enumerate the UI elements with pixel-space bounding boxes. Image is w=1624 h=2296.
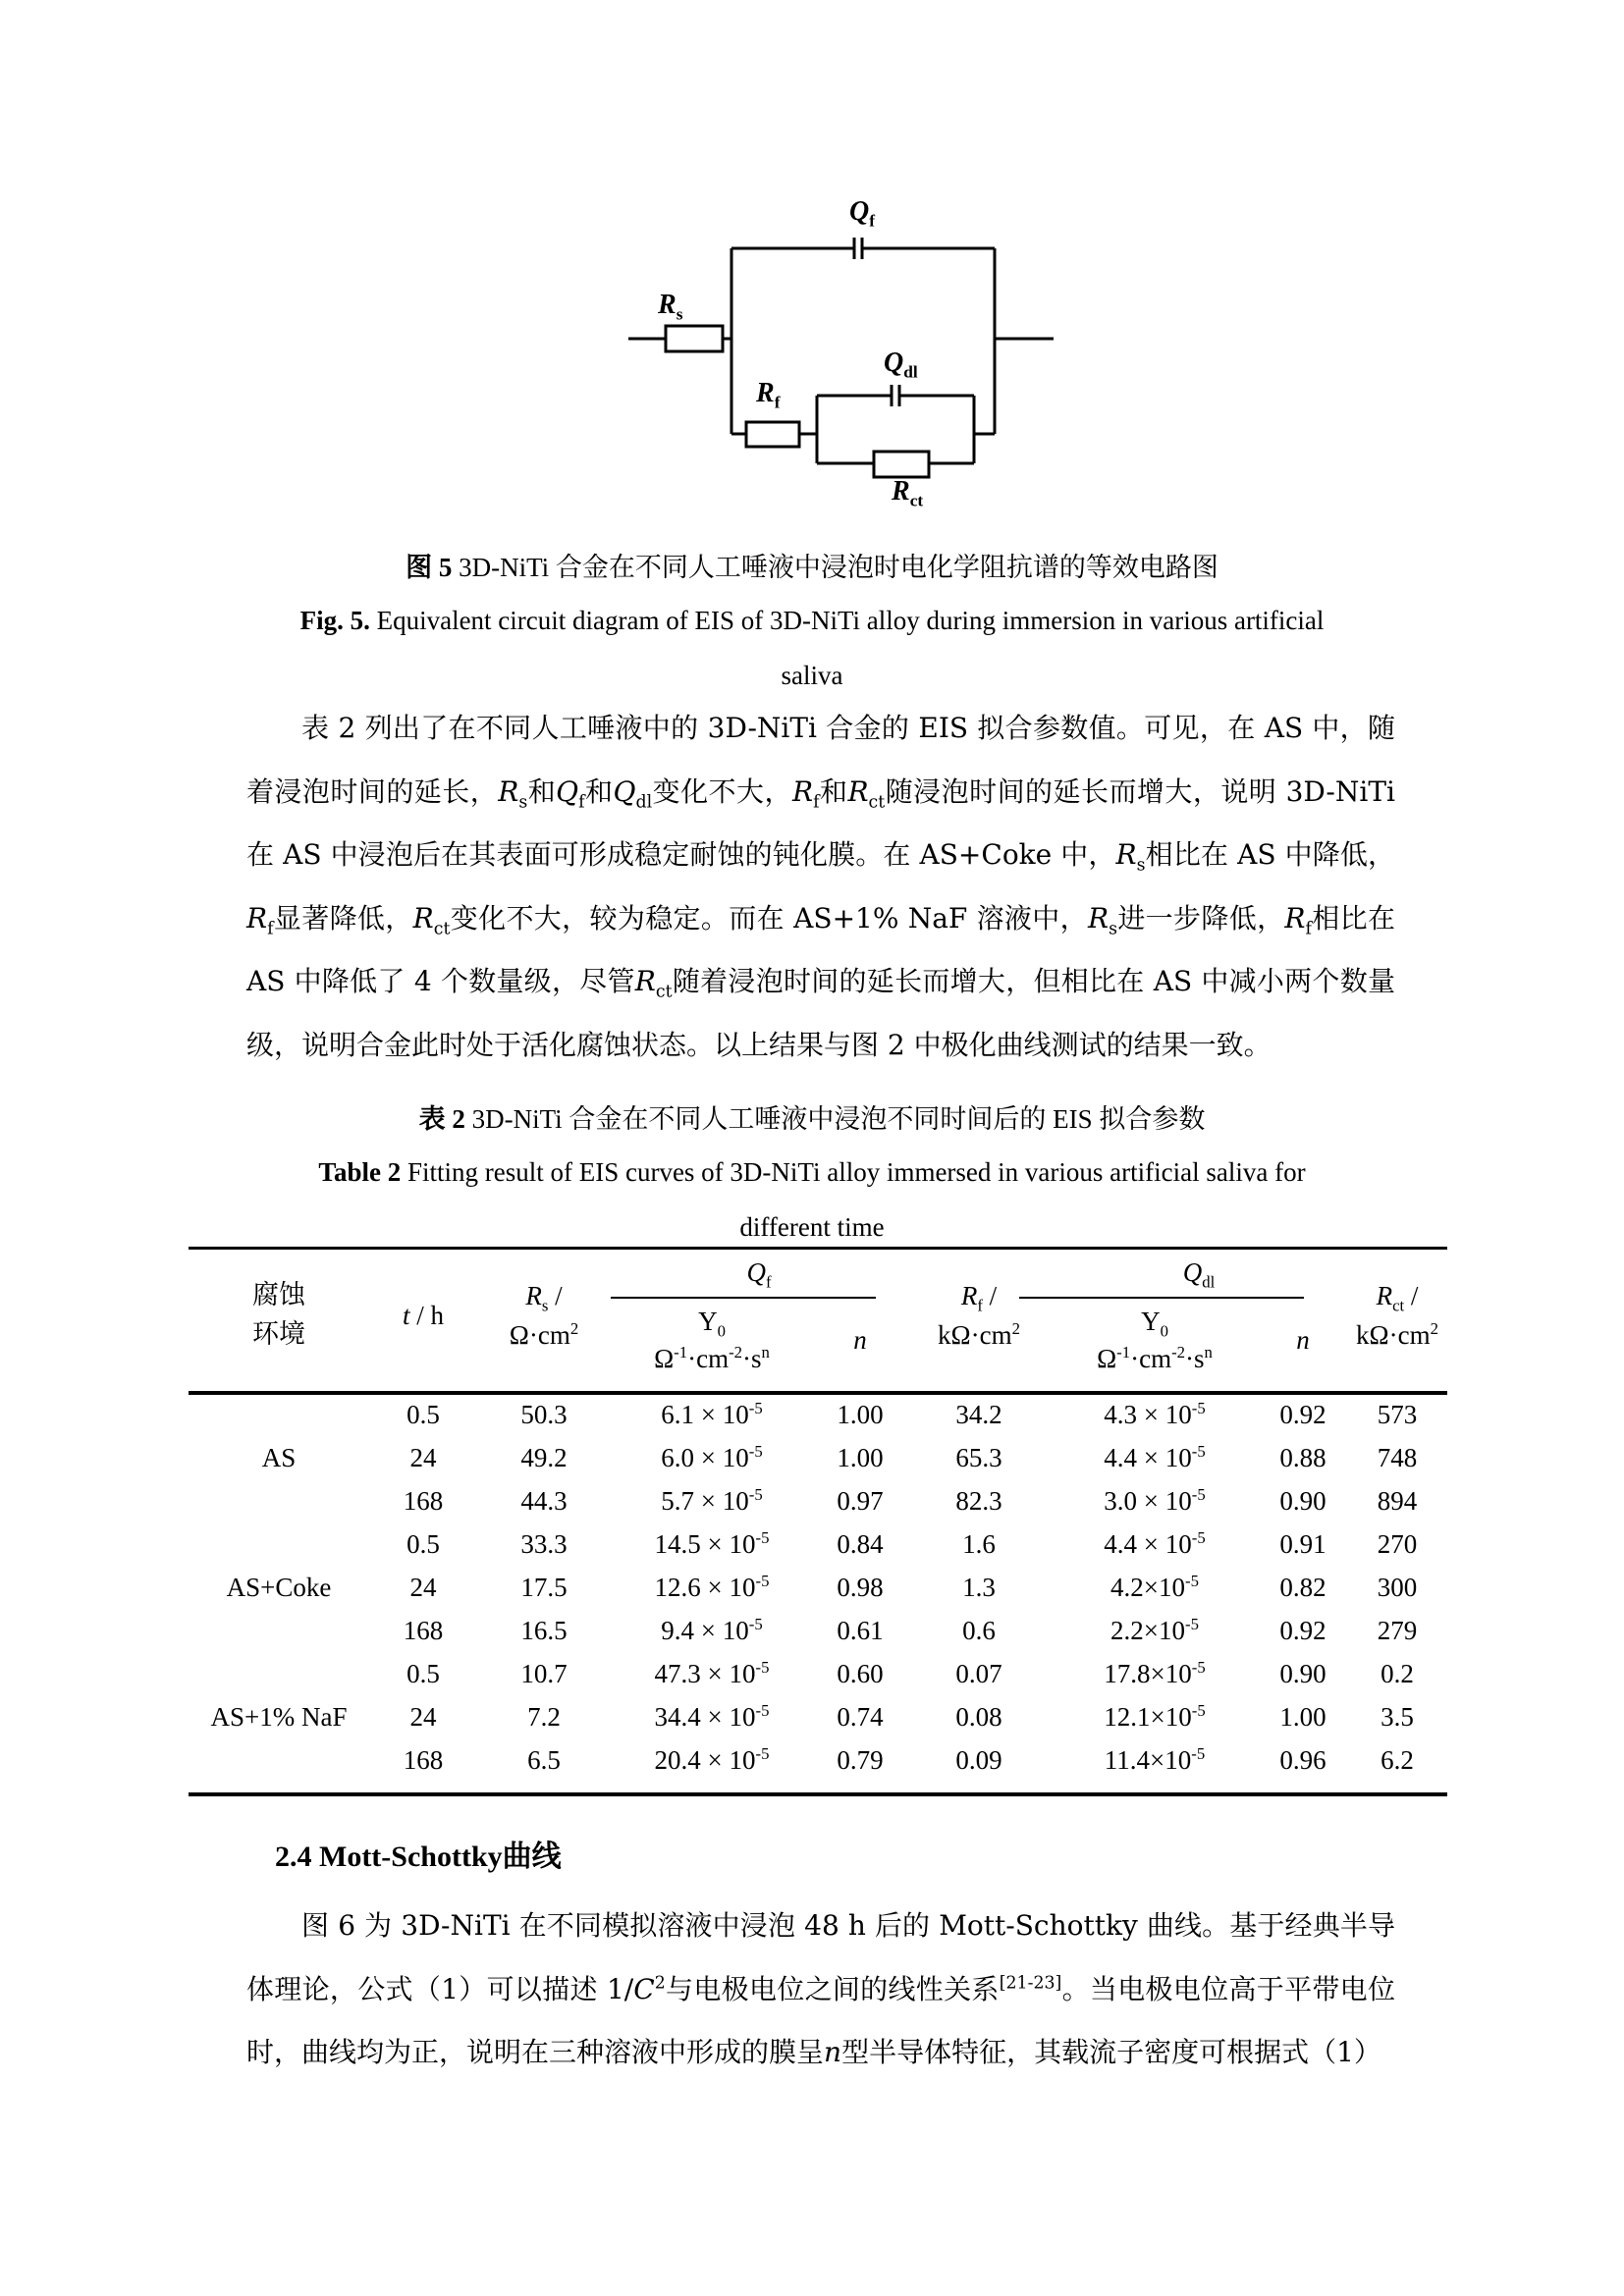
header-qf: $Q_f$ — [746, 1256, 772, 1291]
cell-qf-y0: $12.6 \times 10^{-5}$ — [654, 1571, 770, 1602]
header-env-line2: 环境 — [252, 1319, 305, 1350]
header-rf: $R_f$ / $k\Omega\cdot cm^2$ — [938, 1281, 1020, 1350]
cell-qdl-n: 0.96 — [1279, 1744, 1326, 1775]
figure-caption-en-line2: saliva — [781, 661, 843, 690]
cell-qdl-y0: $17.8\times 10^{-5}$ — [1104, 1657, 1206, 1688]
cell-rf: 1.6 — [962, 1528, 996, 1559]
cell-qf-y0: $6.0 \times 10^{-5}$ — [661, 1441, 763, 1472]
table-caption-cn-text: 3D-NiTi 合金在不同人工唾液中浸泡不同时间后的 EIS 拟合参数 — [471, 1104, 1206, 1134]
para1-text-9: 变化不大，较为稳定。而在 AS+1% NaF 溶液中， — [450, 901, 1088, 934]
cell-qf-y0: $34.4 \times 10^{-5}$ — [654, 1700, 770, 1732]
cell-rct: 300 — [1377, 1572, 1418, 1602]
cell-qdl-y0: $11.4\times 10^{-5}$ — [1104, 1743, 1206, 1775]
cell-environment: AS+Coke — [226, 1572, 332, 1602]
cell-qdl-n: 0.90 — [1279, 1658, 1326, 1688]
label-rct: $R_{ct}$ — [892, 476, 924, 510]
cell-rf: 65.3 — [955, 1442, 1002, 1472]
rf-resistor — [746, 422, 799, 447]
para1-text-3: 和 — [584, 774, 614, 808]
header-qdl: $Q_{dl}$ — [1182, 1256, 1216, 1291]
cell-qdl-n: 0.91 — [1279, 1528, 1326, 1559]
cell-rct: 6.2 — [1380, 1744, 1414, 1775]
cell-environment: AS — [261, 1442, 297, 1472]
cell-qdl-n: 1.00 — [1279, 1701, 1326, 1732]
equivalent-circuit-diagram — [609, 187, 1060, 520]
paragraph-mott-schottky: 图 6 为 3D-NiTi 在不同模拟溶液中浸泡 48 h 后的 Mott-Schottky 曲线。基于经典半导体理论，公式（1）可以描述 $1/C^2$与电极电位之间的线性关系[21-23]。当电极电位高于平带电位时，曲线均为正，说明在三种溶液中形成的膜呈n型半导体特征，其载流子密度可根据式（1） — [246, 1909, 1395, 2068]
cell-t: 0.5 — [406, 1658, 440, 1688]
label-rf: $R_f$ — [756, 378, 781, 412]
table-caption-cn-label: 表 2 — [418, 1104, 465, 1134]
cell-rs: 17.5 — [520, 1572, 568, 1602]
table-row — [189, 1436, 1447, 1479]
table-row — [189, 1522, 1447, 1566]
table-row — [189, 1566, 1447, 1609]
para1-text-1: 表 2 列出了在不同人工唾液中的 3D-NiTi 合金的 EIS 拟合参数值。可见，在 AS 中，随着浸泡时间的延长， — [246, 712, 1395, 808]
cell-t: 168 — [403, 1485, 444, 1516]
para1-text-12: 随着浸泡时间的延长而增大，但相比在 AS 中减小两个数量级，说明合金此时处于活化腐蚀状态。以上结果与图 2 中极化曲线测试的结果一致。 — [246, 965, 1395, 1061]
cell-qf-y0: $20.4 \times 10^{-5}$ — [654, 1743, 770, 1775]
cell-qdl-y0: $2.2\times 10^{-5}$ — [1110, 1614, 1199, 1645]
cell-t: 0.5 — [406, 1399, 440, 1429]
table-caption-en-label: Table 2 — [318, 1157, 402, 1187]
figure-caption-en-label: Fig. 5. — [299, 606, 370, 635]
cell-qf-y0: $6.1 \times 10^{-5}$ — [661, 1398, 763, 1429]
cell-environment: AS+1% NaF — [210, 1701, 348, 1732]
cell-rct: 748 — [1377, 1442, 1418, 1472]
cell-rct: 270 — [1377, 1528, 1418, 1559]
para2-symbol-n: n — [824, 2036, 842, 2068]
cell-qdl-y0: $3.0 \times 10^{-5}$ — [1104, 1484, 1206, 1516]
cell-qf-n: 0.84 — [837, 1528, 884, 1559]
header-qf-n: n — [853, 1324, 867, 1355]
cell-rct: 3.5 — [1380, 1701, 1414, 1732]
rs-resistor — [666, 326, 723, 351]
para1-text-10: 进一步降低， — [1116, 901, 1285, 934]
cell-qf-y0: $9.4 \times 10^{-5}$ — [661, 1614, 763, 1645]
cell-qf-n: 0.60 — [837, 1658, 884, 1688]
cell-qdl-y0: $4.4 \times 10^{-5}$ — [1104, 1527, 1206, 1559]
rct-resistor — [874, 452, 929, 477]
para2-text-1: 图 6 为 3D-NiTi 在不同模拟溶液中浸泡 48 h 后的 Mott-Schottky 曲线。基于经典半导体理论，公式（1）可以描述 1/ — [246, 1909, 1395, 2005]
cell-rf: 82.3 — [955, 1485, 1002, 1516]
table-row — [189, 1479, 1447, 1522]
cell-qdl-n: 0.88 — [1279, 1442, 1326, 1472]
cell-qdl-y0: $4.2\times 10^{-5}$ — [1110, 1571, 1199, 1602]
cell-qf-y0: $47.3 \times 10^{-5}$ — [654, 1657, 770, 1688]
para2-symbol-c: C — [633, 1972, 655, 2005]
figure-caption-en-line1: Equivalent circuit diagram of EIS of 3D-NiTi alloy during immersion in various artificial — [376, 606, 1325, 635]
table-caption-cn — [0, 1097, 1624, 1136]
cell-rf: 1.3 — [962, 1572, 996, 1602]
table-row — [189, 1738, 1447, 1782]
header-environment — [189, 1248, 369, 1383]
cell-rs: 7.2 — [527, 1701, 561, 1732]
table-caption-en — [0, 1145, 1624, 1255]
cell-qf-n: 0.61 — [837, 1615, 884, 1645]
table-caption-en-line1: Fitting result of EIS curves of 3D-NiTi alloy immersed in various artificial saliva for — [406, 1157, 1306, 1187]
cell-rct: 279 — [1377, 1615, 1418, 1645]
cell-qdl-y0: $4.3 \times 10^{-5}$ — [1104, 1398, 1206, 1429]
para2-text-2: 与电极电位之间的线性关系 — [665, 1972, 1000, 2005]
cell-qf-n: 0.79 — [837, 1744, 884, 1775]
cell-qf-n: 0.74 — [837, 1701, 884, 1732]
cell-rf: 34.2 — [955, 1399, 1002, 1429]
figure-caption-cn-label: 图 5 — [406, 553, 453, 582]
cell-qdl-y0: $12.1\times 10^{-5}$ — [1104, 1700, 1206, 1732]
label-qdl: $Q_{dl}$ — [884, 347, 918, 382]
cell-rs: 33.3 — [520, 1528, 568, 1559]
cell-qdl-n: 0.90 — [1279, 1485, 1326, 1516]
header-qf-y0: $Y_0$ $\Omega^{-1}\cdot cm^{-2}\cdot s^n$ — [654, 1307, 770, 1373]
cell-t: 168 — [403, 1615, 444, 1645]
section-title: 2.4 Mott-Schottky曲线 — [275, 1841, 562, 1873]
table-row — [189, 1652, 1447, 1695]
cell-t: 24 — [409, 1572, 437, 1602]
cell-rs: 10.7 — [520, 1658, 568, 1688]
para2-text-4: 型半导体特征，其载流子密度可根据式（1） — [841, 2036, 1381, 2068]
cell-t: 24 — [409, 1442, 437, 1472]
header-rs: $R_s$ / $\Omega\cdot cm^2$ — [509, 1281, 579, 1350]
table-rule-bottom — [189, 1792, 1447, 1796]
header-env-line1: 腐蚀 — [252, 1280, 305, 1310]
para1-text-6: 随浸泡时间的延长而增大，说明 3D-NiTi 在 AS 中浸泡后在其表面可形成稳定耐蚀的钝化膜。在 AS+Coke 中， — [246, 774, 1395, 871]
cell-rs: 49.2 — [520, 1442, 568, 1472]
cell-rct: 894 — [1377, 1485, 1418, 1516]
cell-qf-n: 0.98 — [837, 1572, 884, 1602]
para2-citation: [21-23] — [999, 1973, 1062, 1994]
figure-caption-cn — [0, 546, 1624, 584]
cell-qdl-y0: $4.4 \times 10^{-5}$ — [1104, 1441, 1206, 1472]
header-rct: $R_{ct}$ / $k\Omega\cdot cm^2$ — [1356, 1281, 1438, 1350]
figure-caption-en — [0, 593, 1624, 703]
figure-caption-cn-text: 3D-NiTi 合金在不同人工唾液中浸泡时电化学阻抗谱的等效电路图 — [459, 553, 1218, 582]
cell-rct: 573 — [1377, 1399, 1418, 1429]
label-rs: $R_s$ — [658, 290, 683, 324]
cell-rf: 0.08 — [955, 1701, 1002, 1732]
cell-qf-n: 0.97 — [837, 1485, 884, 1516]
cell-qf-y0: $14.5 \times 10^{-5}$ — [654, 1527, 770, 1559]
cell-t: 0.5 — [406, 1528, 440, 1559]
cell-rf: 0.07 — [955, 1658, 1002, 1688]
cell-qf-n: 1.00 — [837, 1442, 884, 1472]
eis-fitting-table — [189, 1248, 1447, 1782]
header-time: t / h — [402, 1300, 445, 1330]
header-qdl-n: n — [1296, 1324, 1310, 1355]
para2-text-3: 。当电极电位高于平带电位时，曲线均为正，说明在三种溶液中形成的膜呈 — [246, 1972, 1395, 2068]
para1-text-5: 和 — [819, 774, 848, 808]
cell-qf-n: 1.00 — [837, 1399, 884, 1429]
table-caption-en-line2: different time — [739, 1212, 885, 1242]
header-qdl-y0: $Y_0$ $\Omega^{-1}\cdot cm^{-2}\cdot s^n$ — [1097, 1307, 1213, 1373]
cell-t: 24 — [409, 1701, 437, 1732]
cell-qf-y0: $5.7 \times 10^{-5}$ — [661, 1484, 763, 1516]
label-qf: $Q_f$ — [849, 196, 876, 231]
para1-text-7: 相比在 AS 中降低， — [1145, 838, 1395, 871]
cell-rs: 6.5 — [527, 1744, 561, 1775]
para1-text-8: 显著降低， — [273, 901, 413, 934]
cell-rs: 44.3 — [520, 1485, 568, 1516]
cell-rs: 16.5 — [520, 1615, 568, 1645]
table-row — [189, 1609, 1447, 1652]
table-row — [189, 1695, 1447, 1738]
para1-text-11: 相比在 AS 中降低了 4 个数量级，尽管 — [246, 901, 1395, 997]
cell-qdl-n: 0.82 — [1279, 1572, 1326, 1602]
cell-rs: 50.3 — [520, 1399, 568, 1429]
cell-t: 168 — [403, 1744, 444, 1775]
table-row — [189, 1383, 1447, 1436]
cell-rf: 0.09 — [955, 1744, 1002, 1775]
para1-text-4: 变化不大， — [652, 774, 792, 808]
paragraph-eis-discussion: 表 2 列出了在不同人工唾液中的 3D-NiTi 合金的 EIS 拟合参数值。可见，在 AS 中，随着浸泡时间的延长，$R_s$和$Q_f$和$Q_{dl}$变化不大，$R_f$和$R_{ct}$随浸泡时间的延长而增大，说明 3D-NiTi 在 AS 中浸泡后在其表面可形成稳定耐蚀的钝化膜。在 AS+Coke 中，$R_s$相比在 AS 中降低，$R_f$显著降低，$R_{ct}$变化不大，较为稳定。而在 AS+1% NaF 溶液中，$R_s$进一步降低，$R_f$相比在 AS 中降低了 4 个数量级，尽管$R_{ct}$随着浸泡时间的延长而增大，但相比在 AS 中减小两个数量级，说明合金此时处于活化腐蚀状态。以上结果与图 2 中极化曲线测试的结果一致。 — [246, 712, 1395, 1061]
cell-rf: 0.6 — [962, 1615, 996, 1645]
cell-qdl-n: 0.92 — [1279, 1615, 1326, 1645]
cell-rct: 0.2 — [1380, 1658, 1414, 1688]
para1-text-2: 和 — [527, 774, 557, 808]
table-body — [189, 1383, 1447, 1782]
cell-qdl-n: 0.92 — [1279, 1399, 1326, 1429]
